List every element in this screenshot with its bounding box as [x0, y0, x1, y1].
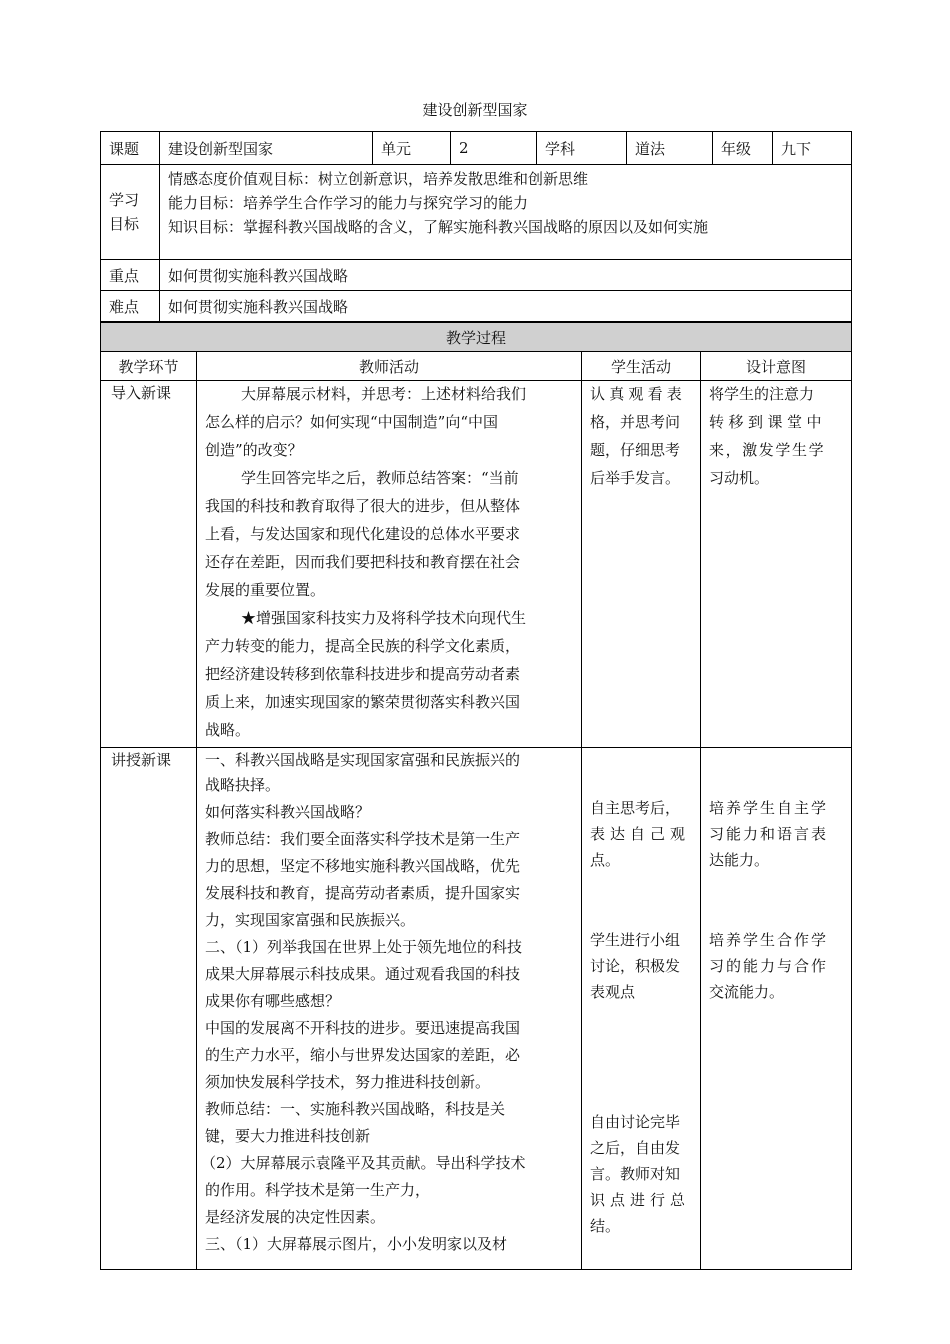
phase1-design-cell [701, 381, 852, 748]
student-activity-line: 认真观看表 [590, 385, 687, 403]
teaching-process-table [100, 322, 852, 1270]
teacher-activity-line: 三、（1）大屏幕展示图片，小小发明家以及材 [205, 1235, 508, 1253]
design-intent-line: 来，激发学生学 [709, 441, 826, 459]
design-intent-line: 习动机。 [709, 469, 770, 487]
teacher-activity-line: 力，实现国家富强和民族振兴。 [205, 911, 416, 929]
col-stage-header: 教学环节 [101, 352, 197, 381]
grade-label: 年级 [713, 132, 773, 165]
subject-value: 道法 [627, 132, 713, 165]
teacher-activity-line: 发展科技和教育，提高劳动者素质，提升国家实 [205, 884, 521, 902]
design-intent-line: 习能力和语言表 [709, 825, 829, 843]
lesson-value: 建设创新型国家 [160, 132, 373, 165]
student-activity-line: 格，并思考问 [590, 413, 681, 431]
teacher-activity-line: 怎么样的启示？如何实现“中国制造”向“中国 [205, 413, 499, 431]
student-activity-line: 之后，自由发 [590, 1139, 681, 1157]
teacher-activity-line: 教师总结：我们要全面落实科学技术是第一生产 [205, 830, 521, 848]
document-title: 建设创新型国家 [422, 101, 528, 119]
design-intent-line: 习的能力与合作 [709, 957, 829, 975]
col-teacher-header: 教师活动 [197, 352, 582, 381]
phase1-stage-cell [101, 381, 197, 748]
lesson-label: 课题 [101, 132, 160, 165]
design-intent-line: 培养学生自主学 [709, 799, 829, 817]
teacher-activity-line: 成果大屏幕展示科技成果。通过观看我国的科技 [205, 965, 521, 983]
design-intent-line: 转移到课堂中 [709, 413, 827, 431]
student-activity-line: 自由讨论完毕 [590, 1113, 681, 1131]
design-intent-line: 培养学生合作学 [709, 931, 829, 949]
student-activity-line: 题，仔细思考 [590, 441, 681, 459]
teacher-activity-line: 的生产力水平，缩小与世界发达国家的差距，必 [205, 1046, 521, 1064]
teacher-activity-line: 创造”的改变？ [205, 441, 303, 459]
phase2-stage-cell [101, 748, 197, 1270]
teacher-activity-line: 二、（1）列举我国在世界上处于领先地位的科技 [205, 938, 523, 956]
process-band-title: 教学过程 [101, 323, 852, 352]
teacher-activity-line: 的作用。科学技术是第一生产力， [205, 1181, 431, 1199]
goal-knowledge: 知识目标：掌握科教兴国战略的含义，了解实施科教兴国战略的原因以及如何实施 [168, 218, 709, 236]
goals-label [101, 165, 160, 260]
teacher-activity-line: 战略。 [205, 721, 251, 739]
teacher-activity-line: 我国的科技和教育取得了很大的进步，但从整体 [205, 497, 521, 515]
difficult-point-label: 难点 [101, 291, 160, 322]
design-intent-line: 将学生的注意力 [709, 385, 815, 403]
teacher-activity-line: 大屏幕展示材料，并思考：上述材料给我们 [241, 385, 527, 403]
grade-value: 九下 [773, 132, 852, 165]
design-intent-line: 达能力。 [709, 851, 770, 869]
goals-label-line-1: 学习 [109, 191, 140, 209]
phase1-student-cell [582, 381, 701, 748]
student-activity-line: 表达自己观 [590, 825, 691, 843]
teacher-activity-line: 如何落实科教兴国战略？ [205, 803, 371, 821]
col-student-header: 学生活动 [582, 352, 701, 381]
teacher-activity-line: 成果你有哪些感想？ [205, 992, 341, 1010]
student-activity-line: 识点进行总 [590, 1191, 691, 1209]
difficult-point-value: 如何贯彻实施科教兴国战略 [160, 291, 852, 322]
lesson-info-table [100, 131, 852, 322]
teacher-activity-line: 把经济建设转移到依靠科技进步和提高劳动者素 [205, 665, 521, 683]
goals-content [160, 165, 852, 260]
teacher-activity-line: 教师总结：一、实施科教兴国战略，科技是关 [205, 1100, 506, 1118]
teacher-activity-line: 须加快发展科学技术，努力推进科技创新。 [205, 1073, 491, 1091]
student-activity-line: 学生进行小组 [590, 931, 681, 949]
phase2-stage: 讲授新课 [111, 751, 172, 769]
phase2-teacher-cell [197, 748, 582, 1270]
teacher-activity-line: 质上来，加速实现国家的繁荣贯彻落实科教兴国 [205, 693, 521, 711]
teacher-activity-line: 战略抉择。 [205, 776, 281, 794]
teacher-activity-line: 中国的发展离不开科技的进步。要迅速提高我国 [205, 1019, 521, 1037]
teacher-activity-line: ★增强国家科技实力及将科学技术向现代生 [241, 609, 527, 627]
key-point-value: 如何贯彻实施科教兴国战略 [160, 260, 852, 291]
teacher-activity-line: 力的思想，坚定不移地实施科教兴国战略，优先 [205, 857, 521, 875]
student-activity-line: 自主思考后， [590, 799, 681, 817]
subject-label: 学科 [537, 132, 627, 165]
student-activity-line: 后举手发言。 [590, 469, 681, 487]
unit-label: 单元 [373, 132, 451, 165]
unit-value: 2 [451, 132, 537, 165]
teacher-activity-line: 键，要大力推进科技创新 [205, 1127, 371, 1145]
phase2-design-cell [701, 748, 852, 1270]
goals-label-line-2: 目标 [109, 215, 140, 233]
goal-attitude: 情感态度价值观目标：树立创新意识，培养发散思维和创新思维 [168, 170, 589, 188]
teacher-activity-line: 发展的重要位置。 [205, 581, 326, 599]
phase1-teacher-cell [197, 381, 582, 748]
student-activity-line: 表观点 [590, 983, 636, 1001]
student-activity-line: 点。 [590, 851, 621, 869]
teacher-activity-line: 上看，与发达国家和现代化建设的总体水平要求 [205, 525, 521, 543]
teacher-activity-line: 产力转变的能力，提高全民族的科学文化素质， [205, 637, 521, 655]
student-activity-line: 言。教师对知 [590, 1165, 681, 1183]
key-point-label: 重点 [101, 260, 160, 291]
student-activity-line: 结。 [590, 1217, 621, 1235]
teacher-activity-line: 学生回答完毕之后，教师总结答案：“当前 [241, 469, 519, 487]
phase1-stage: 导入新课 [111, 384, 172, 402]
student-activity-line: 讨论，积极发 [590, 957, 681, 975]
teacher-activity-line: 还存在差距，因而我们要把科技和教育摆在社会 [205, 553, 521, 571]
teacher-activity-line: 是经济发展的决定性因素。 [205, 1208, 386, 1226]
teacher-activity-line: （2）大屏幕展示袁隆平及其贡献。导出科学技术 [201, 1154, 526, 1172]
phase2-student-cell [582, 748, 701, 1270]
goal-ability: 能力目标：培养学生合作学习的能力与探究学习的能力 [168, 194, 529, 212]
design-intent-line: 交流能力。 [709, 983, 785, 1001]
col-design-header: 设计意图 [701, 352, 852, 381]
teacher-activity-line: 一、科教兴国战略是实现国家富强和民族振兴的 [205, 751, 521, 769]
